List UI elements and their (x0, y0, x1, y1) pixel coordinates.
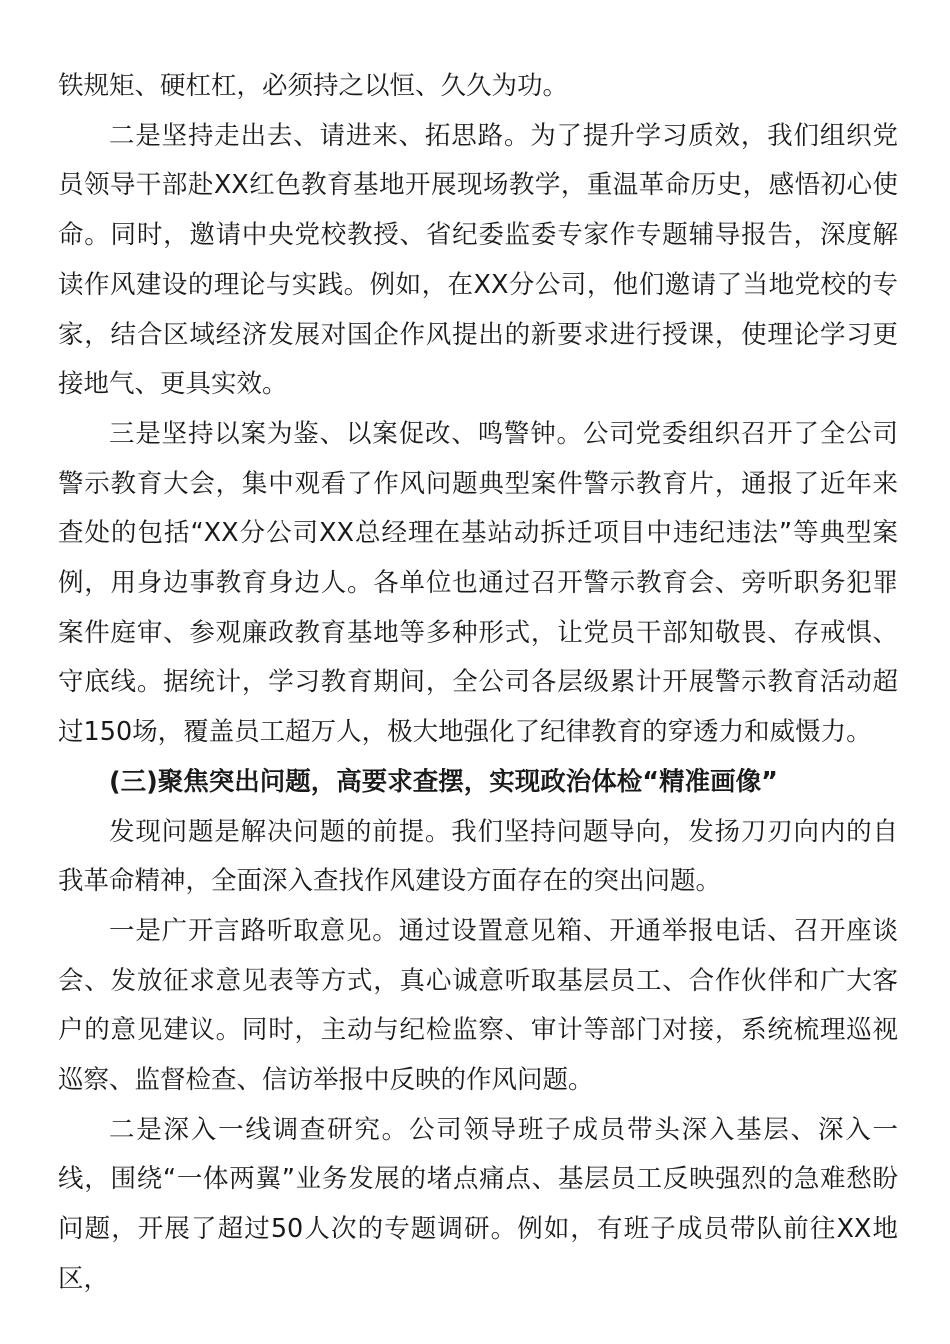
paragraph-field-research: 二是深入一线调查研究。公司领导班子成员带头深入基层、深入一线，围绕“一体两翼”业务发展的堵点痛点、基层员工反映强烈的急难愁盼问题，开展了超过50人次的专题调研。例如，有班子成员带队前往XX地区， (58, 1114, 898, 1294)
paragraph-continuation: 铁规矩、硬杠杠，必须持之以恒、久久为功。 (58, 71, 569, 101)
section-heading-3: (三)聚焦突出问题，高要求查摆，实现政治体检“精准画像” (109, 766, 778, 797)
paragraph-going-out-inviting-in: 二是坚持走出去、请进来、拓思路。为了提升学习质效，我们组织党员领导干部赴XX红色教育基地开展现场教学，重温革命历史，感悟初心使命。同时，邀请中央党校教授、省纪委监委专家作专题辅导报告，深度解读作风建设的理论与实践。例如，在XX分公司，他们邀请了当地党校的专家，结合区域经济发展对国企作风提出的新要求进行授课，使理论学习更接地气、更具实效。 (58, 120, 898, 400)
paragraph-warning-education: 三是坚持以案为鉴、以案促改、鸣警钟。公司党委组织召开了全公司警示教育大会，集中观看了作风问题典型案件警示教育片，通报了近年来查处的包括“XX分公司XX总经理在基站动拆迁项目中违纪违法”等典型案例，用身边事教育身边人。各单位也通过召开警示教育会、旁听职务犯罪案件庭审、参观廉政教育基地等多种形式，让党员干部知敬畏、存戒惧、守底线。据统计，学习教育期间，全公司各层级累计开展警示教育活动超过150场，覆盖员工超万人，极大地强化了纪律教育的穿透力和威慑力。 (58, 418, 898, 748)
document-body (58, 62, 898, 1305)
paragraph-problem-orientation: 发现问题是解决问题的前提。我们坚持问题导向，发扬刀刃向内的自我革命精神，全面深入查找作风建设方面存在的突出问题。 (58, 816, 898, 897)
paragraph-listen-opinions: 一是广开言路听取意见。通过设置意见箱、开通举报电话、召开座谈会、发放征求意见表等方式，真心诚意听取基层员工、合作伙伴和广大客户的意见建议。同时，主动与纪检监察、审计等部门对接，系统梳理巡视巡察、监督检查、信访举报中反映的作风问题。 (58, 915, 898, 1096)
